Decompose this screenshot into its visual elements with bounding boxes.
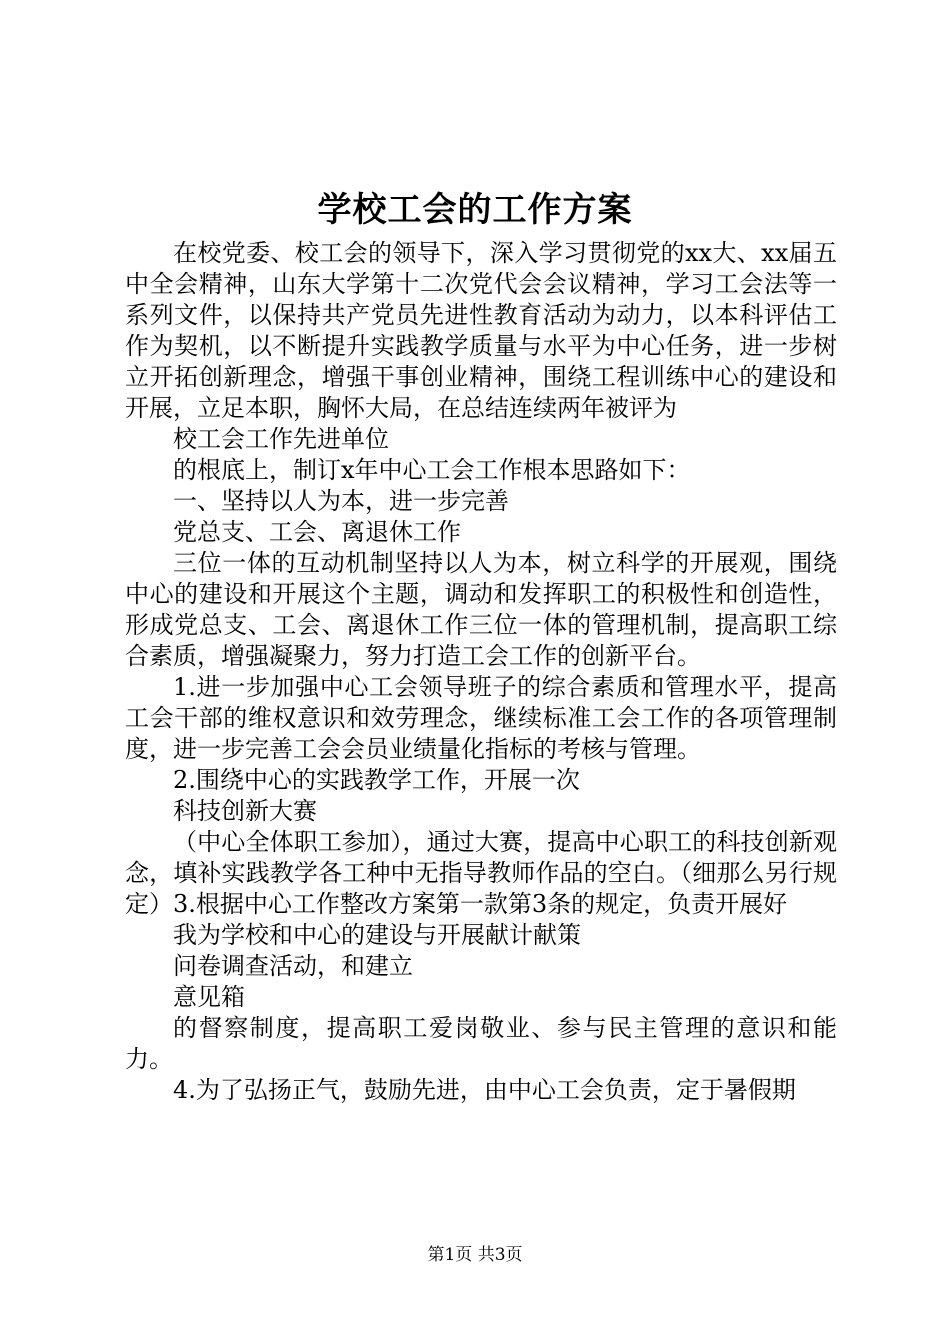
paragraph-advanced-unit: 校工会工作先进单位	[173, 425, 389, 453]
paragraph-section-one: 一、坚持以人为本，进一步完善	[173, 487, 509, 515]
paragraph-intro: 在校党委、校工会的领导下，深入学习贯彻党的xx大、xx届五中全会精神，山东大学第十二次党代会会议精神，学习工会法等一系列文件，以保持共产党员先进性教育活动为动力，以本科评估工作为契机，以不断提升实践教学质量与水平为中心任务，进一步树立开拓创新理念，增强干事创业精神，围绕工程训练中心的建设和开展，立足本职，胸怀大局，在总结连续两年被评为	[125, 239, 837, 422]
paragraph-supervision: 的督察制度，提高职工爱岗敬业、参与民主管理的意识和能力。	[125, 1014, 837, 1073]
paragraph-basis: 的根底上，制订x年中心工会工作根本思路如下：	[173, 456, 691, 484]
paragraph-suggestion-box: 意见箱	[173, 983, 245, 1011]
document-title: 学校工会的工作方案	[317, 190, 633, 230]
paragraph-item-2: 2.围绕中心的实践教学工作，开展一次	[173, 766, 580, 794]
paragraph-item-4: 4.为了弘扬正气，鼓励先进，由中心工会负责，定于暑假期	[173, 1076, 796, 1104]
paragraph-three-in-one: 三位一体的互动机制坚持以人为本，树立科学的开展观，围绕中心的建设和开展这个主题，调动和发挥职工的积极性和创造性，形成党总支、工会、离退休工作三位一体的管理机制，提高职工综合素质，增强凝聚力，努力打造工会工作的创新平台。	[125, 549, 837, 670]
paragraph-suggestions: 我为学校和中心的建设与开展献计献策	[173, 921, 581, 949]
paragraph-party-branch: 党总支、工会、离退休工作	[173, 518, 461, 546]
paragraph-item-1: 1.进一步加强中心工会领导班子的综合素质和管理水平，提高工会干部的维权意识和效劳理念，继续标准工会工作的各项管理制度，进一步完善工会会员业绩量化指标的考核与管理。	[125, 673, 837, 763]
page-footer: 第1页 共3页	[427, 1245, 523, 1265]
paragraph-contest: 科技创新大赛	[173, 797, 317, 825]
document-body	[125, 238, 837, 1106]
paragraph-contest-detail: （中心全体职工参加），通过大赛，提高中心职工的科技创新观念，填补实践教学各工种中无指导教师作品的空白。（细那么另行规定）3.根据中心工作整改方案第一款第3条的规定，负责开展好	[125, 828, 837, 918]
paragraph-survey: 问卷调查活动，和建立	[173, 952, 413, 980]
